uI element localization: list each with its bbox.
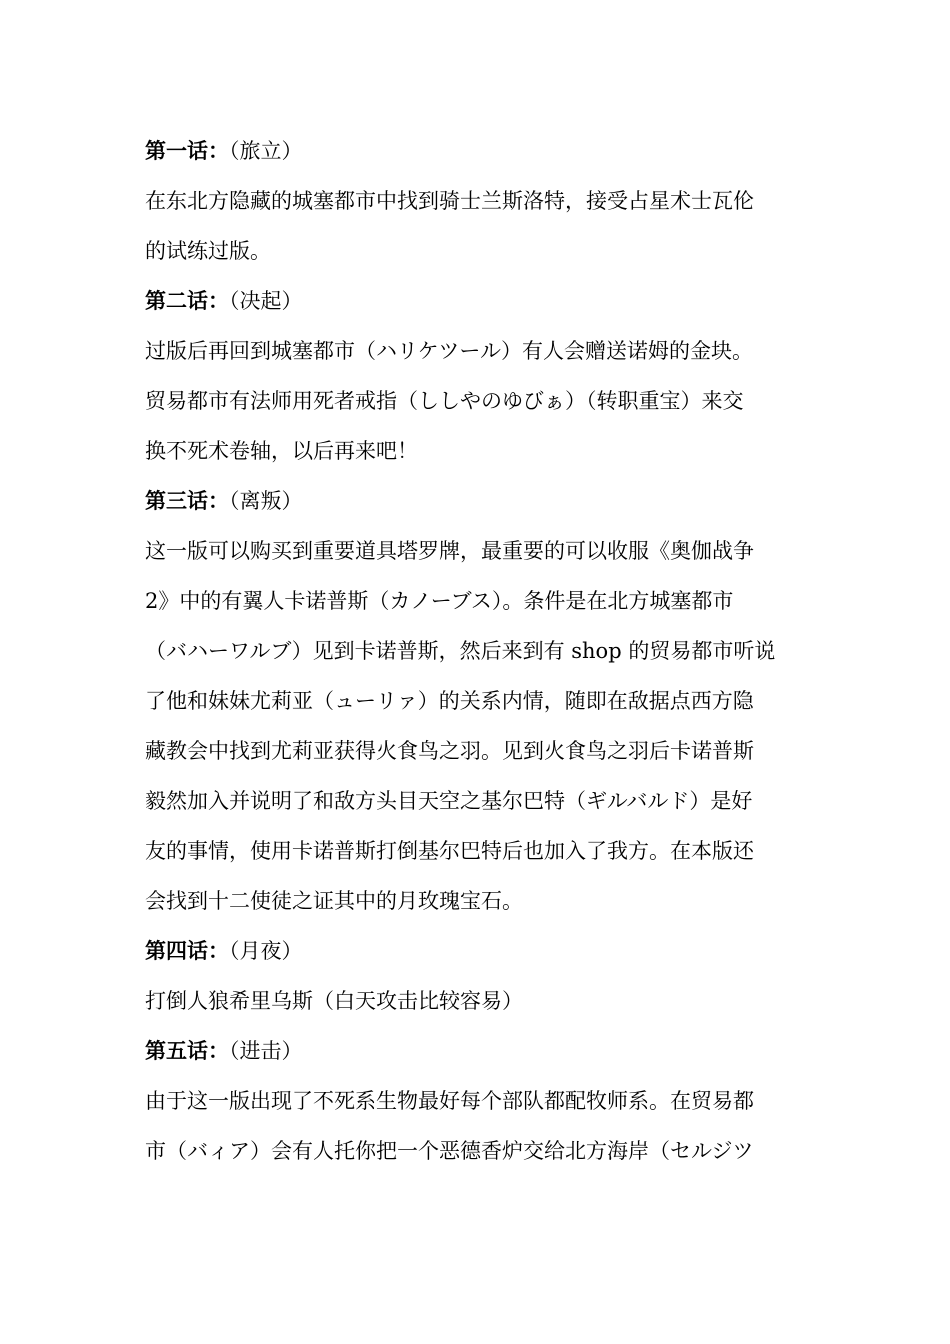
text-line: 毅然加入并说明了和敌方头目天空之基尔巴特（ギルバルド）是好 [145, 789, 753, 813]
section-paragraph-5 [145, 1076, 810, 1176]
section-subtitle: （离叛） [229, 489, 303, 513]
text-line: 的试练过版。 [145, 239, 271, 263]
document-body [145, 126, 810, 1176]
text-line: 换不死术卷轴，以后再来吧！ [145, 439, 418, 463]
section-subtitle: （月夜） [229, 939, 303, 963]
text-line: 这一版可以购买到重要道具塔罗牌，最重要的可以收服《奥伽战争 [145, 539, 754, 563]
text-line: 藏教会中找到尤莉亚获得火食鸟之羽。见到火食鸟之羽后卡诺普斯 [145, 739, 754, 763]
section-paragraph-3 [145, 526, 810, 926]
section-subtitle: （进击） [229, 1039, 303, 1063]
section-label: 第五话： [145, 1039, 229, 1063]
text-line: 友的事情，使用卡诺普斯打倒基尔巴特后也加入了我方。在本版还 [145, 839, 754, 863]
section-label: 第四话： [145, 939, 229, 963]
text-line: 由于这一版出现了不死系生物最好每个部队都配牧师系。在贸易都 [145, 1089, 754, 1113]
section-heading-5 [145, 1026, 810, 1076]
section-paragraph-2 [145, 326, 810, 476]
text-line: 2》中的有翼人卡诺普斯（カノーブス）。条件是在北方城塞都市 [145, 589, 734, 613]
section-paragraph-4 [145, 976, 810, 1026]
text-line: 贸易都市有法师用死者戒指（ししやのゆびぁ）（转职重宝）来交 [145, 389, 744, 413]
section-heading-4 [145, 926, 810, 976]
section-subtitle: （决起） [229, 289, 303, 313]
text-line: 过版后再回到城塞都市（ハリケツール）有人会赠送诺姆的金块。 [145, 339, 753, 363]
text-line: 市（バィア）会有人托你把一个恶德香炉交给北方海岸（セルジツ [145, 1139, 754, 1163]
section-label: 第二话： [145, 289, 229, 313]
section-heading-3 [145, 476, 810, 526]
text-line: （バハーワルブ）见到卡诺普斯，然后来到有 shop 的贸易都市听说 [145, 639, 776, 663]
section-label: 第一话： [145, 139, 229, 163]
section-heading-1 [145, 126, 810, 176]
text-line: 会找到十二使徒之证其中的月玫瑰宝石。 [145, 889, 523, 913]
text-line: 在东北方隐藏的城塞都市中找到骑士兰斯洛特，接受占星术士瓦伦 [145, 189, 754, 213]
text-line: 打倒人狼希里乌斯（白天攻击比较容易） [145, 989, 523, 1013]
section-subtitle: （旅立） [229, 139, 303, 163]
section-heading-2 [145, 276, 810, 326]
section-paragraph-1 [145, 176, 810, 276]
text-line: 了他和妹妹尤莉亚（ューリァ）的关系内情，随即在敌据点西方隐 [145, 689, 754, 713]
section-label: 第三话： [145, 489, 229, 513]
